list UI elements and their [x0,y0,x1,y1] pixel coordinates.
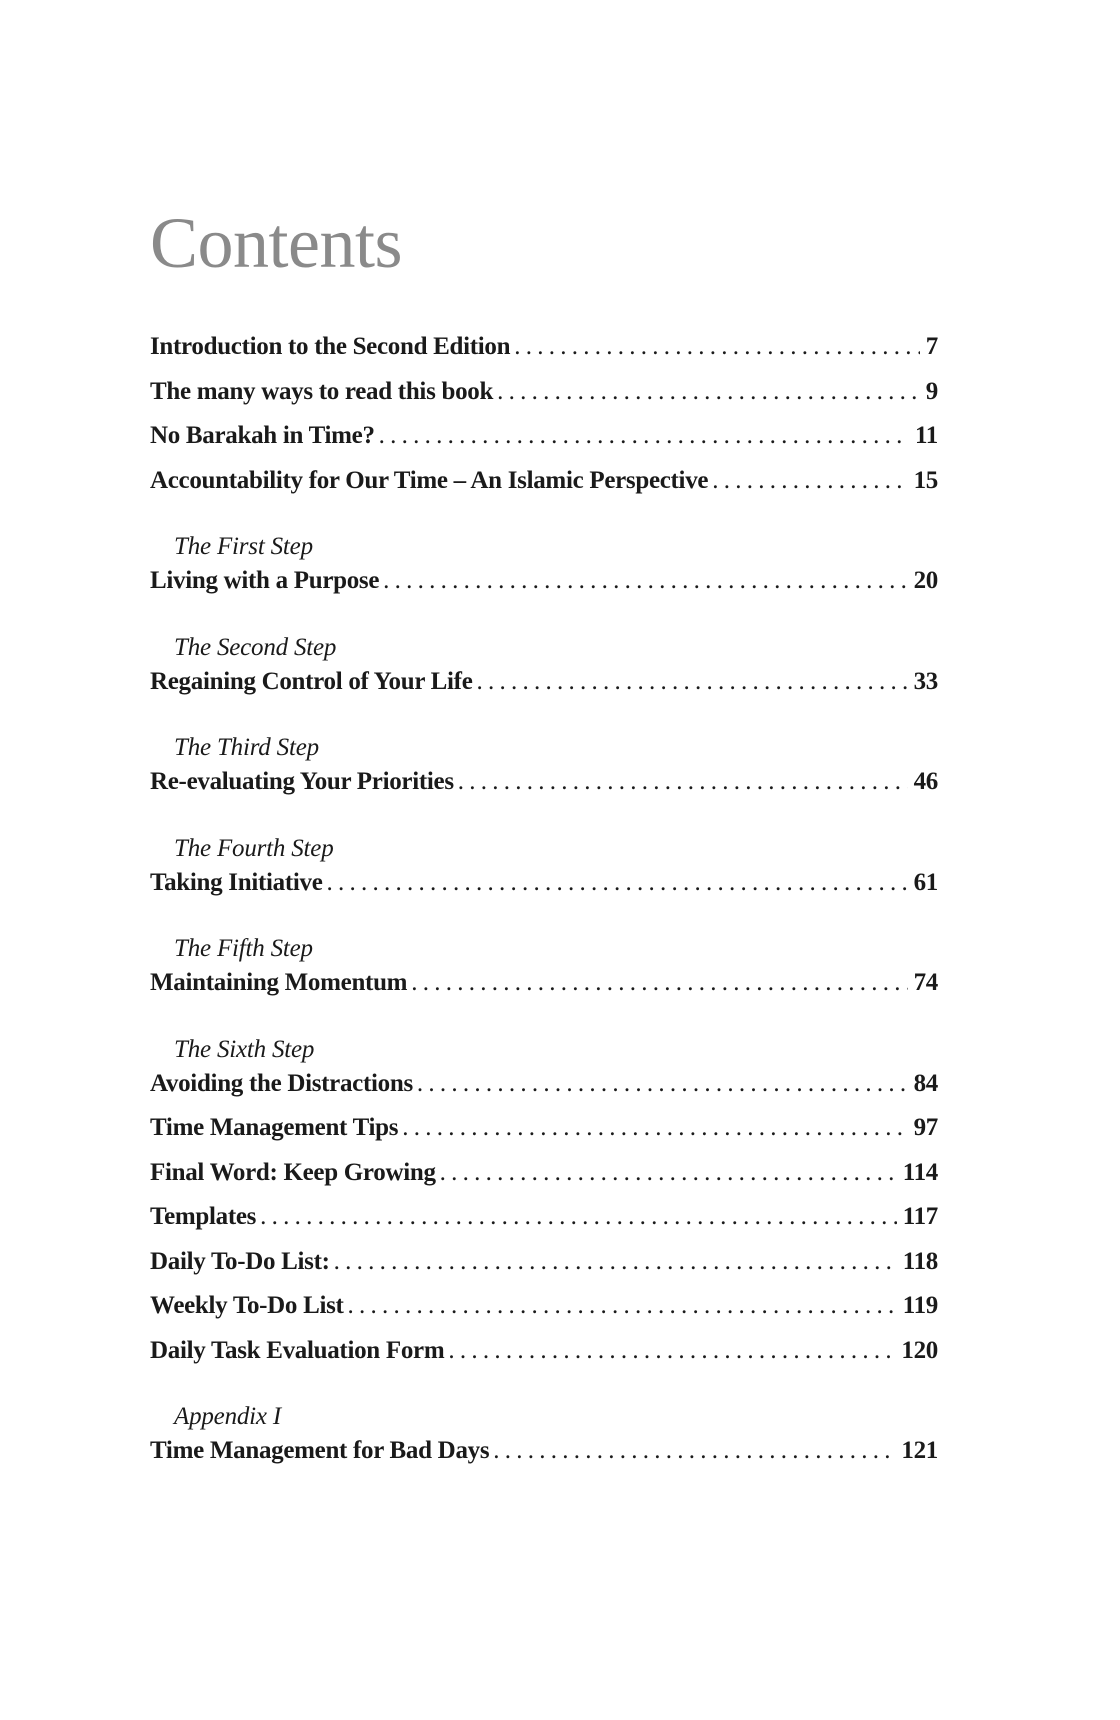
dot-leader [260,1203,897,1231]
toc-entry [150,422,938,467]
toc-entry-title: Taking Initiative [150,868,323,896]
dot-leader [493,1437,895,1465]
dot-leader [327,869,908,897]
dot-leader [334,1248,897,1276]
dot-leader [448,1337,895,1365]
dot-leader [440,1159,897,1187]
dot-leader [383,567,907,595]
toc-entry [150,1070,938,1115]
toc-page-number: 84 [913,1069,938,1097]
toc-entry-title: Accountability for Our Time – An Islamic Perspective [150,466,709,494]
toc-entry-title: Introduction to the Second Edition [150,333,511,360]
toc-page-number: 33 [913,667,938,695]
toc-page-number: 11 [914,422,938,449]
toc-page-number: 15 [913,466,938,494]
toc-entry [150,1159,938,1204]
toc-entry [150,1292,938,1337]
toc-entry-title: No Barakah in Time? [150,422,375,449]
toc-page-number: 7 [925,333,938,360]
page-title: Contents [150,203,403,283]
toc-entry-title: Time Management for Bad Days [150,1437,490,1464]
toc-entry [150,567,938,612]
toc-section-heading: The Third Step [174,734,319,761]
toc-section-heading: The Fifth Step [174,935,313,962]
toc-entry-title: Daily To-Do List: [150,1247,330,1275]
dot-leader [458,768,908,796]
toc-page-number: 46 [913,768,938,795]
toc-entry [150,378,938,423]
dot-leader [477,668,908,696]
toc-entry [150,869,938,914]
toc-page-number: 117 [902,1203,938,1230]
toc-entry [150,768,938,813]
toc-entry [150,1203,938,1248]
toc-entry-title: Living with a Purpose [150,567,380,594]
toc-entry-title: Maintaining Momentum [150,969,408,996]
toc-entry-title: Regaining Control of Your Life [150,667,473,695]
toc-entry-title: The many ways to read this book [150,377,494,405]
table-of-contents [150,333,938,1482]
toc-entry-title: Final Word: Keep Growing [150,1158,436,1186]
toc-entry [150,467,938,512]
dot-leader [402,1114,907,1142]
toc-section-heading: The Sixth Step [174,1035,315,1063]
toc-page-number: 120 [901,1336,938,1364]
dot-leader [514,333,920,361]
dot-leader [411,969,907,997]
dot-leader [417,1070,908,1098]
toc-page-number: 9 [925,377,938,405]
toc-entry [150,1337,938,1382]
toc-section-heading: Appendix I [174,1403,281,1430]
toc-page-number: 20 [913,567,938,594]
toc-section-heading: The First Step [174,533,313,560]
toc-page-number: 97 [913,1114,938,1141]
dot-leader [712,467,907,495]
toc-page-number: 114 [902,1158,938,1186]
toc-entry [150,333,938,378]
toc-section-heading: The Fourth Step [174,834,334,862]
toc-entry-title: Avoiding the Distractions [150,1069,413,1097]
toc-page-number: 61 [913,868,938,896]
toc-entry-title: Templates [150,1203,257,1230]
toc-section-heading: The Second Step [174,633,337,661]
dot-leader [379,422,909,450]
toc-entry [150,668,938,713]
toc-page-number: 74 [913,969,938,996]
book-page [150,0,938,1720]
toc-entry [150,1437,938,1482]
toc-entry-title: Time Management Tips [150,1114,399,1141]
dot-leader [348,1292,897,1320]
toc-page-number: 118 [902,1247,938,1275]
toc-page-number: 121 [901,1437,938,1464]
toc-entry-title: Daily Task Evaluation Form [150,1336,445,1364]
toc-entry [150,969,938,1014]
toc-entry-title: Weekly To-Do List [150,1292,344,1319]
toc-entry [150,1248,938,1293]
toc-entry-title: Re-evaluating Your Priorities [150,768,454,795]
dot-leader [497,378,920,406]
toc-page-number: 119 [902,1292,938,1319]
toc-entry [150,1114,938,1159]
